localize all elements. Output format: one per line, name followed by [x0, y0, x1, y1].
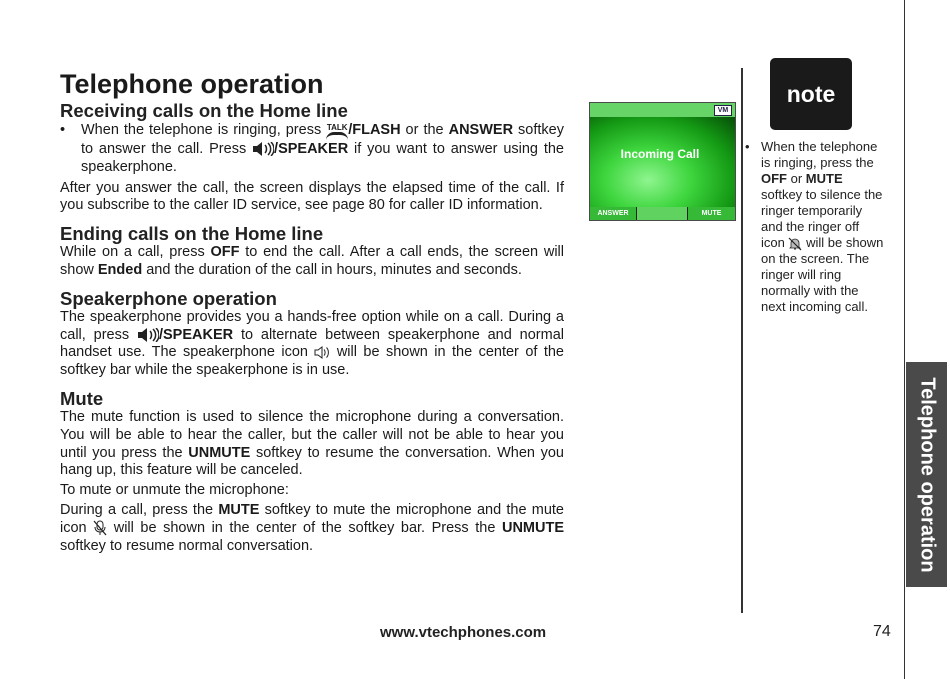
- talk-key-icon: TALK: [326, 124, 348, 141]
- note-label: note: [770, 58, 852, 130]
- side-tab: Telephone operation: [906, 362, 947, 587]
- phone-screen-illustration: [589, 102, 736, 221]
- mute-icon: [93, 520, 107, 536]
- page-number: 74: [873, 623, 891, 640]
- page-edge-line: [904, 0, 905, 679]
- speaker-key-icon: [137, 328, 159, 342]
- note-bullet: • When the telephone is ringing, press the OFF or MUTE softkey to silence the ringer temporarily and the ringer off icon will be shown on the screen. The ringer will ring normally with the next incoming call.: [745, 139, 885, 315]
- note-text: [745, 139, 885, 315]
- heading-receiving: Receiving calls on the Home line: [60, 100, 348, 121]
- incoming-call-text: Incoming Call: [620, 147, 700, 161]
- receiving-bullet: • When the telephone is ringing, press TALK /FLASH or the ANSWER softkey to answer the call. Press /SPEAKER if you want to answer using the speakerphone.: [60, 122, 564, 177]
- section-mute: [60, 388, 564, 555]
- footer-url: www.vtechphones.com: [380, 624, 547, 641]
- softkey-center: [637, 207, 687, 220]
- section-speakerphone: [60, 288, 564, 380]
- mute-paragraph-2: To mute or unmute the microphone:: [60, 482, 289, 499]
- softkey-answer: ANSWER: [590, 207, 636, 220]
- ending-paragraph: While on a call, press OFF to end the call. After a call ends, the screen will show Ended and the duration of the call in hours, minutes and seconds.: [60, 244, 564, 278]
- screen-display: [590, 117, 735, 207]
- section-ending: [60, 223, 564, 280]
- mute-paragraph-3: During a call, press the MUTE softkey to mute the microphone and the mute icon will be shown in the center of the softkey bar. Press the UNMUTE softkey to resume normal conversation.: [60, 501, 564, 554]
- main-content: [60, 68, 564, 557]
- receiving-paragraph: After you answer the call, the screen displays the elapsed time of the call. If you subscribe to the caller ID service, see page 80 for caller ID information.: [60, 179, 564, 214]
- ringer-off-icon: [788, 237, 802, 251]
- mute-paragraph-1: The mute function is used to silence the microphone during a conversation. You will be able to hear the caller, but the caller will not be able to hear you until you press the UNMUTE softkey to resume the conversation. When you hang up, this feature will be canceled.: [60, 408, 564, 479]
- softkey-mute: MUTE: [688, 207, 735, 220]
- speakerphone-paragraph: The speakerphone provides you a hands-free option while on a call. During a call, press /SPEAKER to alternate between speakerphone and normal handset use. The speakerphone icon will be shown in the center of the softkey bar while the speakerphone is in use.: [60, 308, 564, 379]
- speakerphone-icon: [314, 346, 330, 359]
- voicemail-icon: VM: [714, 105, 732, 116]
- page-title: Telephone operation: [60, 69, 324, 99]
- column-divider: [741, 68, 743, 613]
- section-receiving: [60, 100, 564, 215]
- heading-ending: Ending calls on the Home line: [60, 223, 324, 245]
- speaker-key-icon: [252, 142, 274, 156]
- heading-mute: Mute: [60, 387, 104, 409]
- heading-speakerphone: Speakerphone operation: [60, 287, 277, 309]
